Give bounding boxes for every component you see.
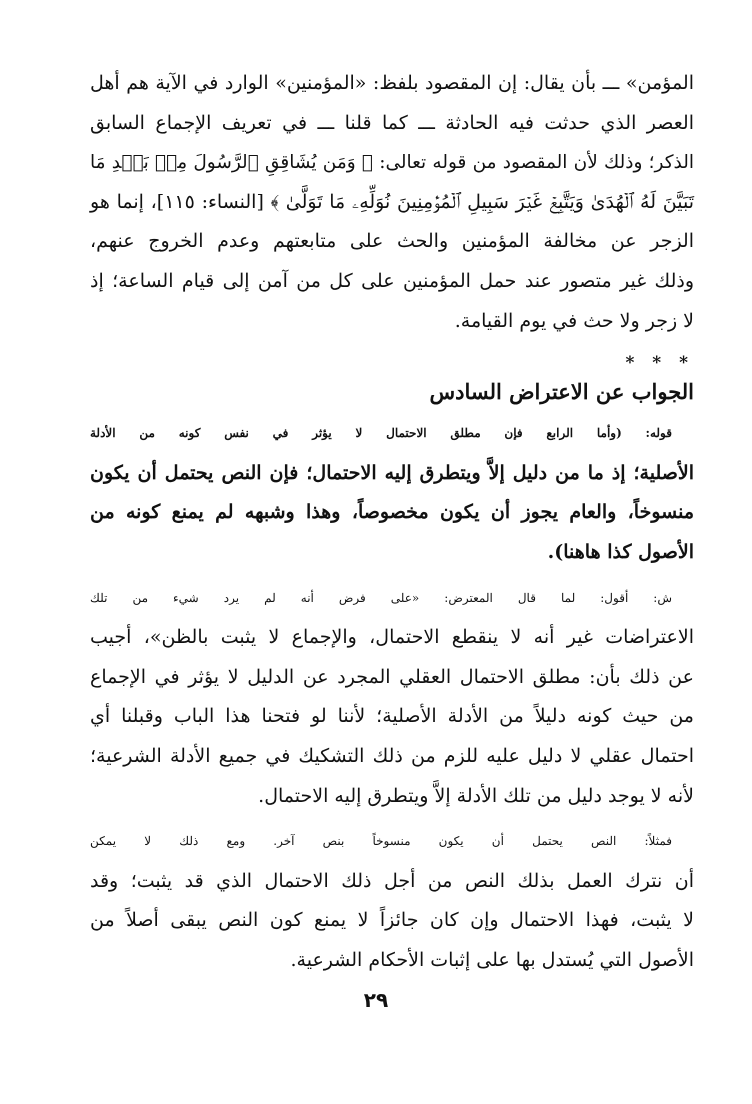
text-line: الذكر؛ وذلك لأن المقصود من قوله تعالى: ﴿ وَمَن يُشَاقِقِ ٱلرَّسُولَ مِنۢ بَعۡدِ مَا bbox=[90, 152, 694, 174]
quoted-objection bbox=[90, 414, 694, 572]
text-line: من حيث كونه دليلاً من الأدلة الأصلية؛ لأننا لو فتحنا هذا الباب وقبلنا أي bbox=[90, 705, 694, 728]
text-line: الزجر عن مخالفة المؤمنين والحث على متابعتهم وعدم الخروج عنهم، bbox=[90, 230, 694, 253]
text-line: قوله: (وأما الرابع فإن مطلق الاحتمال لا يؤثر في نفس كونه من الأدلة bbox=[90, 426, 672, 441]
text-line: المؤمن» ـــ بأن يقال: إن المقصود بلفظ: «المؤمنين» الوارد في الآية هم أهل bbox=[90, 72, 694, 94]
page-number: ٢٩ bbox=[363, 988, 389, 1012]
paragraph-1 bbox=[90, 64, 694, 341]
text-line: وذلك غير متصور عند حمل المؤمنين على كل من آمن إلى قيام الساعة؛ إذ bbox=[90, 269, 694, 292]
text-line: الأصول التي يُستدل بها على إثبات الأحكام الشرعية. bbox=[290, 948, 694, 971]
text-line: فمثلاً: النص يحتمل أن يكون منسوخاً بنص آخر. ومع ذلك لا يمكن bbox=[90, 834, 672, 849]
answer-paragraph bbox=[90, 579, 694, 817]
text-line: الأصلية؛ إذ ما من دليل إلاَّ ويتطرق إليه الاحتمال؛ فإن النص يحتمل أن يكون bbox=[90, 461, 694, 484]
text-line: احتمال عقلي لا دليل عليه للزم من ذلك التشكيك في جميع الأدلة الشرعية؛ bbox=[90, 744, 694, 767]
text-line: عن ذلك بأن: مطلق الاحتمال العقلي المجرد عن الدليل لا يؤثر في الإجماع bbox=[90, 665, 694, 688]
example-paragraph bbox=[90, 822, 694, 980]
text-line: منسوخاً، والعام يجوز أن يكون مخصوصاً، وهذا وشبهه لم يمنع كونه من bbox=[90, 501, 694, 524]
text-line: العصر الذي حدثت فيه الحادثة ـــ كما قلنا ـــ في تعريف الإجماع السابق bbox=[90, 111, 694, 134]
text-line: لا زجر ولا حث في يوم القيامة. bbox=[454, 309, 694, 332]
quran-verse-line: تَبَيَّنَ لَهُ ٱلۡهُدَىٰ وَيَتَّبِعۡ غَيۡرَ سَبِيلِ ٱلۡمُؤۡمِنِينَ نُوَلِّهِۦ مَا تَوَلَّىٰ ﴾ [النساء: ١١٥]، إنما هو bbox=[90, 190, 694, 213]
text-line: الأصول كذا هاهنا). bbox=[547, 540, 694, 563]
text-line: ش: أقول: لما قال المعترض: «على فرض أنه لم يرد شيء من تلك bbox=[90, 590, 672, 605]
section-heading: الجواب عن الاعتراض السادس bbox=[429, 379, 694, 405]
text-line: لأنه لا يوجد دليل من تلك الأدلة إلاَّ ويتطرق إليه الاحتمال. bbox=[258, 784, 694, 807]
text-line: أن نترك العمل بذلك النص من أجل ذلك الاحتمال الذي قد يثبت؛ وقد bbox=[90, 869, 694, 892]
page-body bbox=[90, 64, 694, 980]
text-line: لا يثبت، فهذا الاحتمال وإن كان جائزاً لا يمنع كون النص يبقى أصلاً من bbox=[90, 909, 694, 932]
section-separator: * * * bbox=[625, 353, 694, 374]
text-line: الاعتراضات غير أنه لا ينقطع الاحتمال، والإجماع لا يثبت بالظن»، أجيب bbox=[90, 626, 694, 649]
